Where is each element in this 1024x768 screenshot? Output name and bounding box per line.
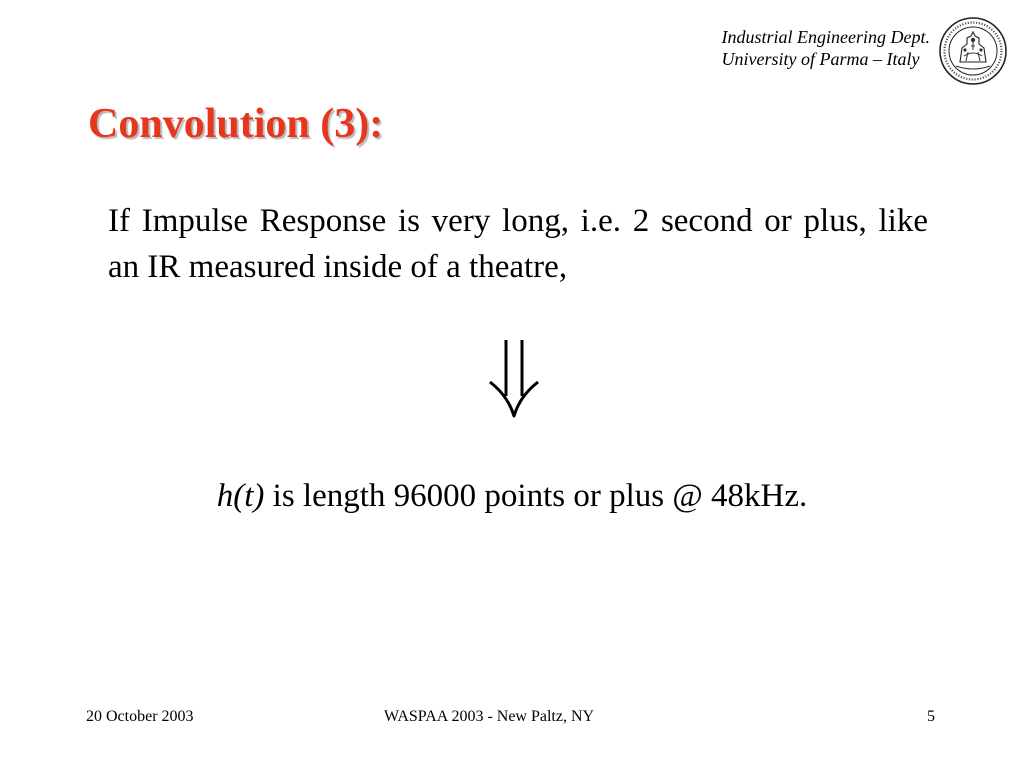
double-down-arrow-icon bbox=[484, 336, 544, 420]
result-statement bbox=[0, 478, 1024, 515]
footer-event: WASPAA 2003 - New Paltz, NY bbox=[384, 708, 595, 725]
slide-title: Convolution (3): bbox=[88, 101, 384, 147]
footer-date: 20 October 2003 bbox=[86, 708, 194, 725]
institution-header bbox=[722, 26, 930, 70]
page-number: 5 bbox=[927, 708, 935, 725]
result-text: is length 96000 points or plus @ 48kHz. bbox=[264, 478, 808, 514]
institution-university: University of Parma – Italy bbox=[721, 49, 920, 69]
institution-dept: Industrial Engineering Dept. bbox=[721, 27, 930, 47]
body-paragraph: If Impulse Response is very long, i.e. 2 second or plus, like an IR measured inside of a theatre, bbox=[108, 203, 928, 285]
university-seal-icon bbox=[938, 16, 1008, 86]
impulse-response-symbol: h(t) bbox=[216, 478, 265, 514]
